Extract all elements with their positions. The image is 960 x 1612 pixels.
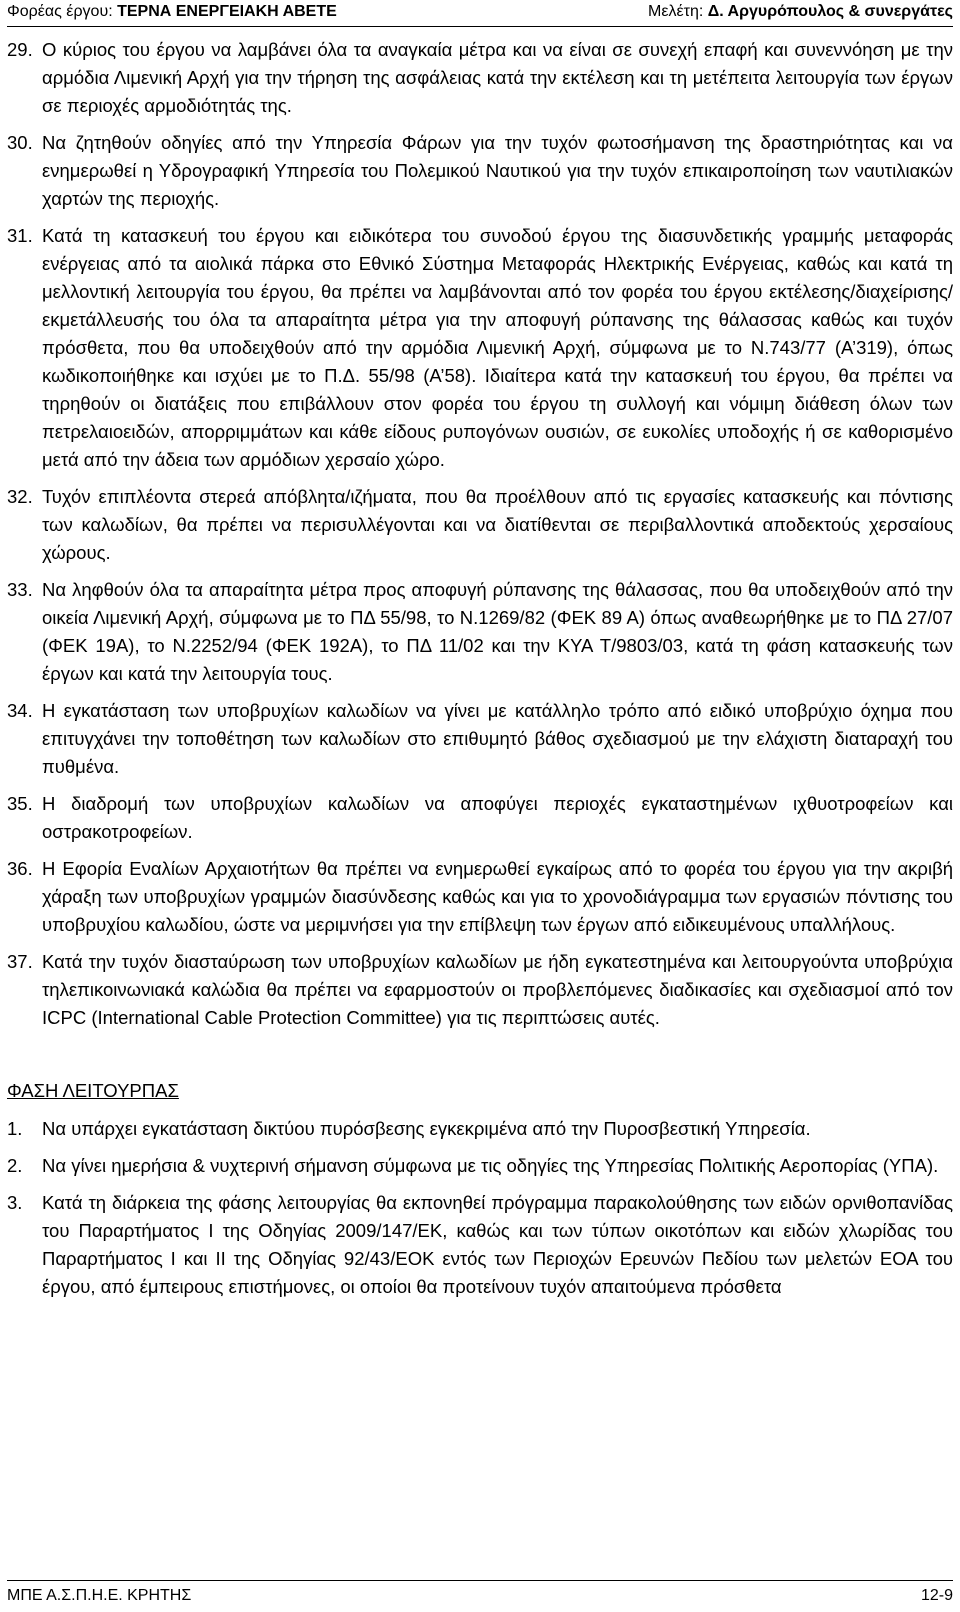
list-item	[7, 1189, 953, 1301]
item-number: 37.	[7, 951, 33, 972]
item-number: 1.	[7, 1118, 23, 1139]
footer-page-number: 12-9	[920, 1587, 953, 1604]
document-body	[7, 36, 953, 1310]
item-number: 2.	[7, 1155, 23, 1176]
header-left-label: Φορέας έργου:	[7, 3, 118, 20]
item-text: Η Εφορία Εναλίων Αρχαιοτήτων θα πρέπει να ενημερωθεί εγκαίρως από το φορέα του έργου για την ακριβή χάραξη των υποβρυχίων γραμμών διασύνδεσης καθώς και για το χρονοδιάγραμμα των εργασιών πόντισης του υποβρυχίου καλωδίου, ώστε να μεριμνήσει για την επίβλεψη των έργων από ειδικευμένους υπαλλήλους.	[42, 858, 953, 935]
list-item	[7, 790, 953, 846]
footer-document-title: ΜΠΕ Α.Σ.Π.Η.Ε. ΚΡΗΤΗΣ	[7, 1587, 192, 1604]
item-text: Κατά την τυχόν διασταύρωση των υποβρυχίων καλωδίων με ήδη εγκατεστημένα και λειτουργούντα υποβρύχια τηλεπικοινωνιακά καλώδια θα πρέπει να εφαρμοστούν οι προβλεπόμενες διαδικασίες και σχεδιασμοί από τον ICPC (International Cable Protection Committee) για τις περιπτώσεις αυτές.	[42, 951, 953, 1028]
item-text: Η εγκατάσταση των υποβρυχίων καλωδίων να γίνει με κατάλληλο τρόπο από ειδικό υποβρύχιο όχημα που επιτυγχάνει την τοποθέτηση των καλωδίων στο επιθυμητό βάθος σχεδιασμού με την ελάχιστη διαταραχή του πυθμένα.	[42, 700, 953, 777]
item-text: Κατά τη διάρκεια της φάσης λειτουργίας θα εκπονηθεί πρόγραμμα παρακολούθησης των ειδών ορνιθοπανίδας του Παραρτήματος Ι της Οδηγίας 2009/147/ΕΚ, καθώς και των τύπων οικοτόπων και ειδών χλωρίδας του Παραρτήματος Ι και ΙΙ της Οδηγίας 92/43/ΕΟΚ εντός των Περιοχών Ερευνών Πεδίου των μελετών ΕΟΑ του έργου, από έμπειρους επιστήμονες, οι οποίοι θα προτείνουν τυχόν απαιτούμενα πρόσθετα	[42, 1192, 953, 1297]
item-number: 35.	[7, 793, 33, 814]
list-item	[7, 697, 953, 781]
list-item	[7, 36, 953, 120]
item-text: Η διαδρομή των υποβρυχίων καλωδίων να αποφύγει περιοχές εγκαταστημένων ιχθυοτροφείων και οστρακοτροφείων.	[42, 793, 953, 842]
list-item	[7, 855, 953, 939]
header-right-label: Μελέτη:	[648, 3, 708, 20]
list-item	[7, 948, 953, 1032]
item-number: 3.	[7, 1192, 23, 1213]
list-item	[7, 1115, 953, 1143]
list-item	[7, 1152, 953, 1180]
item-text: Κατά τη κατασκευή του έργου και ειδικότερα του συνοδού έργου της διασυνδετικής γραμμής μεταφοράς ενέργειας από τα αιολικά πάρκα στο Εθνικό Σύστημα Μεταφοράς Ηλεκτρικής Ενέργειας, καθώς και κατά τη μελλοντική λειτουργία του έργου, θα πρέπει να λαμβάνονται από τον φορέα του έργου εκτέλεσης/διαχείρισης/εκμετάλλευσής του όλα τα απαραίτητα μέτρα για την αποφυγή ρύπανσης της θάλασσας καθώς και τυχόν πρόσθετα, που θα υποδειχθούν από την αρμόδια Λιμενική Αρχή, σύμφωνα με το Ν.743/77 (Α’319), όπως κωδικοποιήθηκε και ισχύει με το Π.Δ. 55/98 (Α’58). Ιδιαίτερα κατά την κατασκευή του έργου, θα πρέπει να τηρηθούν οι διατάξεις που επιβάλλουν στον φορέα του έργου τη συλλογή και νόμιμη διάθεση όλων των πετρελαιοειδών, απορριμμάτων και κάθε είδους ρυπογόνων ουσιών, σε ευκολίες υποδοχής ή σε καθορισμένο μετά από την άδεια των αρμόδιων χερσαίο χώρο.	[42, 225, 953, 470]
item-text: Να ζητηθούν οδηγίες από την Υπηρεσία Φάρων για την τυχόν φωτοσήμανση της δραστηριότητας και να ενημερωθεί η Υδρογραφική Υπηρεσία του Πολεμικού Ναυτικού για την τυχόν επικαιροποίηση των ναυτιλιακών χαρτών της περιοχής.	[42, 132, 953, 209]
item-text: Ο κύριος του έργου να λαμβάνει όλα τα αναγκαία μέτρα και να είναι σε συνεχή επαφή και συνεννόηση με την αρμόδια Λιμενική Αρχή για την τήρηση της ασφάλειας κατά την εκτέλεση και τη μετέπειτα λειτουργία των έργων σε περιοχές αρμοδιότητάς της.	[42, 39, 953, 116]
item-number: 34.	[7, 700, 33, 721]
page-footer	[7, 1580, 953, 1609]
header-right-value: Δ. Αργυρόπουλος & συνεργάτες	[707, 3, 953, 20]
item-text: Να γίνει ημερήσια & νυχτερινή σήμανση σύμφωνα με τις οδηγίες της Υπηρεσίας Πολιτικής Αεροπορίας (ΥΠΑ).	[42, 1155, 939, 1176]
item-text: Να υπάρχει εγκατάσταση δικτύου πυρόσβεσης εγκεκριμένα από την Πυροσβεστική Υπηρεσία.	[42, 1118, 811, 1139]
item-number: 33.	[7, 579, 33, 600]
list-item	[7, 576, 953, 688]
item-number: 31.	[7, 225, 33, 246]
list-item	[7, 483, 953, 567]
header-study	[648, 0, 953, 24]
page-header	[7, 0, 953, 27]
item-text: Τυχόν επιπλέοντα στερεά απόβλητα/ιζήματα, που θα προέλθουν από τις εργασίες κατασκευής και πόντισης των καλωδίων, θα πρέπει να περισυλλέγονται και να διατίθενται σε περιβαλλοντικά αποδεκτούς χερσαίους χώρους.	[42, 486, 953, 563]
item-number: 30.	[7, 132, 33, 153]
header-left-value: ΤΕΡΝΑ ΕΝΕΡΓΕΙΑΚΗ ΑΒΕΤΕ	[117, 3, 337, 20]
section-heading: ΦΑΣΗ ΛΕΙΤΟΥΡΠΑΣ	[7, 1080, 179, 1101]
item-text: Να ληφθούν όλα τα απαραίτητα μέτρα προς αποφυγή ρύπανσης της θάλασσας, που θα υποδειχθούν από την οικεία Λιμενική Αρχή, σύμφωνα με το ΠΔ 55/98, το Ν.1269/82 (ΦΕΚ 89 Α) όπως αναθεωρήθηκε με το ΠΔ 27/07 (ΦΕΚ 19Α), το Ν.2252/94 (ΦΕΚ 192Α), το ΠΔ 11/02 και την ΚΥΑ Τ/9803/03, κατά τη φάση κατασκευής των έργων και κατά την λειτουργία τους.	[42, 579, 953, 684]
item-number: 32.	[7, 486, 33, 507]
item-number: 36.	[7, 858, 33, 879]
list-item	[7, 222, 953, 474]
list-item	[7, 129, 953, 213]
item-number: 29.	[7, 39, 33, 60]
header-project-owner	[7, 0, 337, 24]
